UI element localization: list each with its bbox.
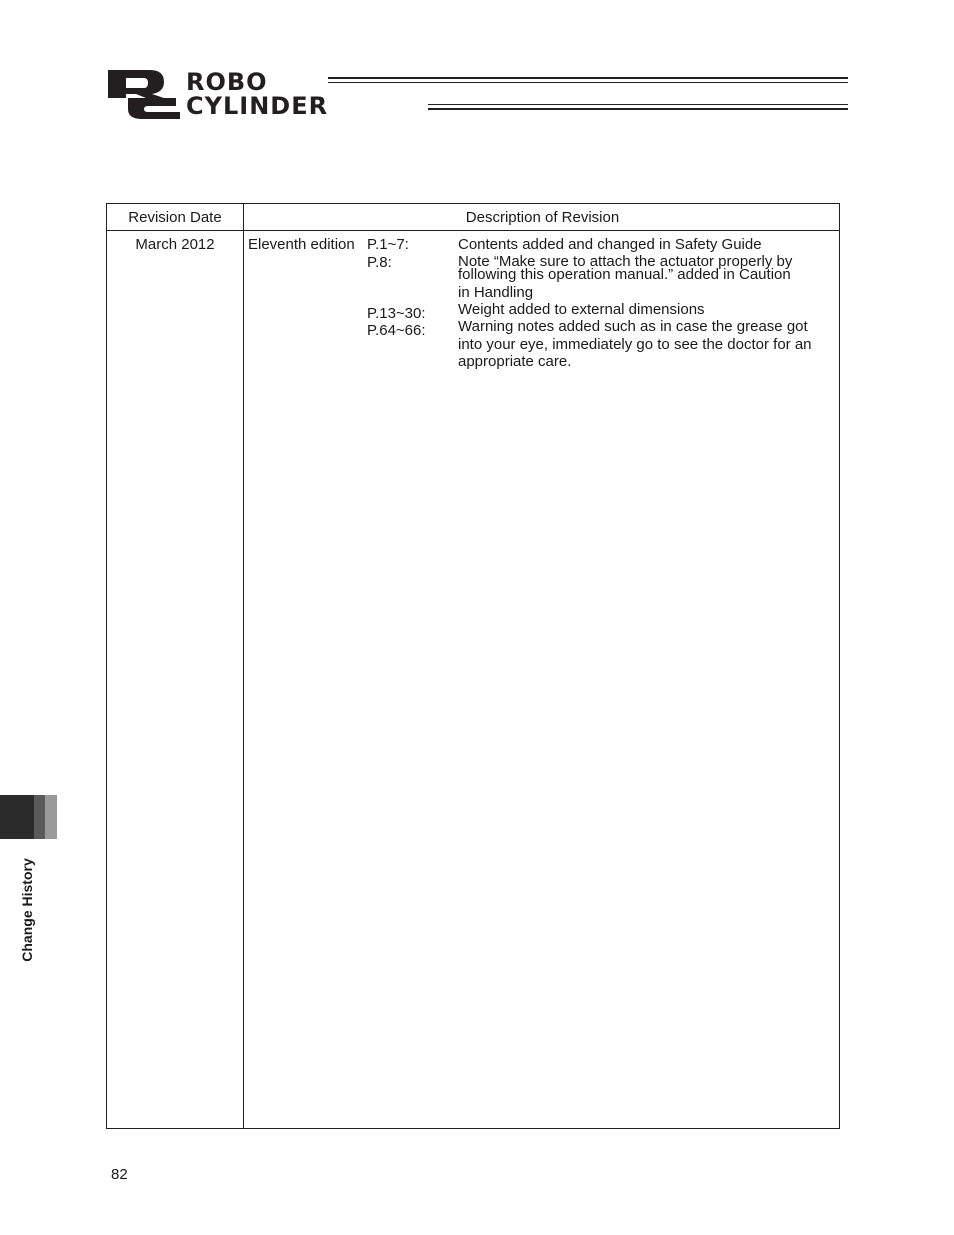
tab-dark-block (0, 795, 34, 839)
header-rule-bottom (428, 104, 848, 110)
rc-logo-icon (106, 68, 182, 120)
brand-word-cylinder: CYLINDER (186, 92, 329, 120)
page-ref: P.64~66: (367, 322, 426, 339)
page-header (106, 68, 848, 122)
revision-note: in Handling (458, 284, 534, 301)
section-label: Change History (19, 858, 35, 962)
revision-note: Note “Make sure to attach the actuator properly by (458, 253, 793, 270)
edition-label: Eleventh edition (248, 236, 355, 253)
page-number: 82 (111, 1166, 128, 1183)
column-header-revision-date: Revision Date (128, 209, 222, 226)
section-tab-marker (0, 795, 57, 839)
column-divider (243, 204, 244, 1128)
header-divider (107, 230, 839, 231)
page-ref: P.1~7: (367, 236, 409, 253)
tab-light-block (45, 795, 57, 839)
revision-note: Warning notes added such as in case the grease got (458, 318, 808, 335)
revision-note: following this operation manual.” added in Caution (458, 266, 791, 283)
tab-mid-block (34, 795, 45, 839)
header-rule-top (328, 77, 848, 83)
column-header-description: Description of Revision (465, 209, 620, 226)
revision-note: Contents added and changed in Safety Guide (458, 236, 762, 253)
revision-note: Weight added to external dimensions (458, 301, 705, 318)
page-ref: P.8: (367, 254, 392, 271)
brand-word-robo: ROBO (186, 68, 268, 96)
revision-date: March 2012 (135, 236, 215, 253)
page-ref: P.13~30: (367, 305, 426, 322)
revision-note: appropriate care. (458, 353, 572, 370)
revision-note: into your eye, immediately go to see the doctor for an (458, 336, 812, 353)
revision-table (106, 203, 840, 1129)
